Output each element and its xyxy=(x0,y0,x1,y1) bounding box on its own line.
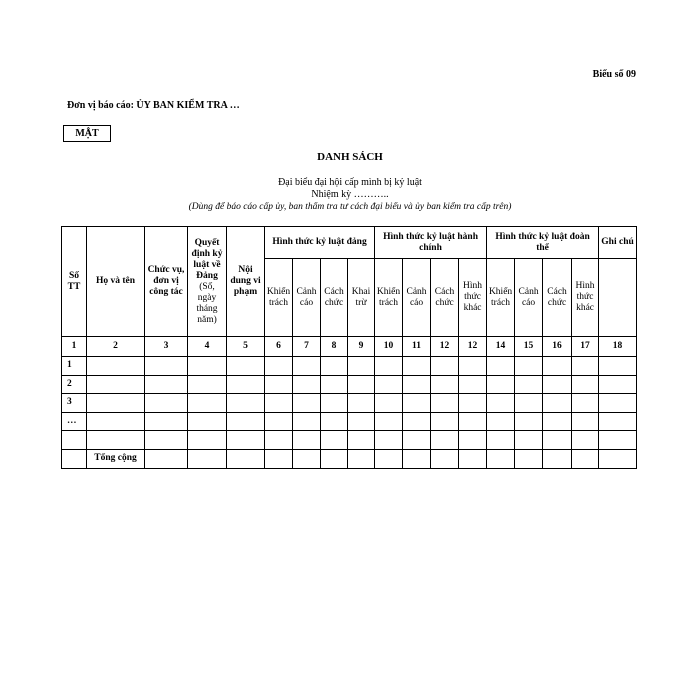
sub-union-other: Hình thức khác xyxy=(572,259,599,337)
header-group-union: Hình thức kỷ luật đoàn thể xyxy=(487,227,599,259)
table-row xyxy=(62,431,637,450)
table-row xyxy=(62,375,637,394)
col-number: 11 xyxy=(403,337,431,357)
header-decision-note: (Số, ngày tháng năm) xyxy=(196,281,218,325)
table-row xyxy=(62,357,637,376)
col-number: 9 xyxy=(348,337,375,357)
document-note: (Dùng để báo cáo cấp ủy, ban thẩm tra tư cách đại biểu và ủy ban kiểm tra cấp trên) xyxy=(188,202,512,212)
col-number: 2 xyxy=(87,337,145,357)
total-label: Tổng cộng xyxy=(87,449,145,468)
col-number: 8 xyxy=(321,337,348,357)
sub-union-warning: Cảnh cáo xyxy=(515,259,543,337)
row-stt: 1 xyxy=(62,357,87,376)
column-number-row xyxy=(62,337,637,357)
sub-party-expulsion: Khai trừ xyxy=(348,259,375,337)
col-number: 18 xyxy=(599,337,637,357)
col-number: 14 xyxy=(487,337,515,357)
header-decision-label: Quyết định kỷ luật về Đảng xyxy=(191,237,223,281)
col-number: 16 xyxy=(543,337,572,357)
sub-note-empty xyxy=(599,259,637,337)
sub-union-dismissal: Cách chức xyxy=(543,259,572,337)
sub-party-reprimand: Khiển trách xyxy=(265,259,293,337)
col-number: 3 xyxy=(145,337,188,357)
row-stt: … xyxy=(62,412,87,431)
row-stt: 3 xyxy=(62,394,87,413)
sub-admin-dismissal: Cách chức xyxy=(431,259,459,337)
sub-admin-other: Hình thức khác xyxy=(459,259,487,337)
header-position: Chức vụ, đơn vị công tác xyxy=(145,227,188,337)
header-decision xyxy=(188,227,227,337)
table-row xyxy=(62,394,637,413)
col-number: 12 xyxy=(459,337,487,357)
document-subtitle: Đại biểu đại hội cấp mình bị kỷ luật xyxy=(278,177,422,188)
col-number: 12 xyxy=(431,337,459,357)
header-name: Họ và tên xyxy=(87,227,145,337)
document-title: DANH SÁCH xyxy=(317,151,383,163)
sub-union-reprimand: Khiển trách xyxy=(487,259,515,337)
col-number: 1 xyxy=(62,337,87,357)
reporting-unit: Đơn vị báo cáo: ỦY BAN KIỂM TRA … xyxy=(67,100,240,111)
col-number: 15 xyxy=(515,337,543,357)
row-stt: 2 xyxy=(62,375,87,394)
col-number: 10 xyxy=(375,337,403,357)
discipline-table xyxy=(61,226,637,469)
header-violation: Nội dung vi phạm xyxy=(227,227,265,337)
row-stt xyxy=(62,431,87,450)
header-row-1 xyxy=(62,227,637,259)
total-row xyxy=(62,449,637,468)
table-row xyxy=(62,412,637,431)
col-number: 5 xyxy=(227,337,265,357)
header-group-party: Hình thức kỷ luật đảng xyxy=(265,227,375,259)
form-number: Biểu số 09 xyxy=(592,69,636,80)
sub-party-dismissal: Cách chức xyxy=(321,259,348,337)
col-number: 4 xyxy=(188,337,227,357)
col-number: 17 xyxy=(572,337,599,357)
classification-box: MẬT xyxy=(63,125,111,142)
header-note: Ghi chú xyxy=(599,227,637,259)
col-number: 6 xyxy=(265,337,293,357)
col-number: 7 xyxy=(293,337,321,357)
sub-admin-reprimand: Khiển trách xyxy=(375,259,403,337)
sub-party-warning: Cảnh cáo xyxy=(293,259,321,337)
document-term: Nhiệm kỳ ……….. xyxy=(311,189,389,200)
sub-admin-warning: Cảnh cáo xyxy=(403,259,431,337)
header-group-admin: Hình thức kỷ luật hành chính xyxy=(375,227,487,259)
header-stt: Số TT xyxy=(62,227,87,337)
